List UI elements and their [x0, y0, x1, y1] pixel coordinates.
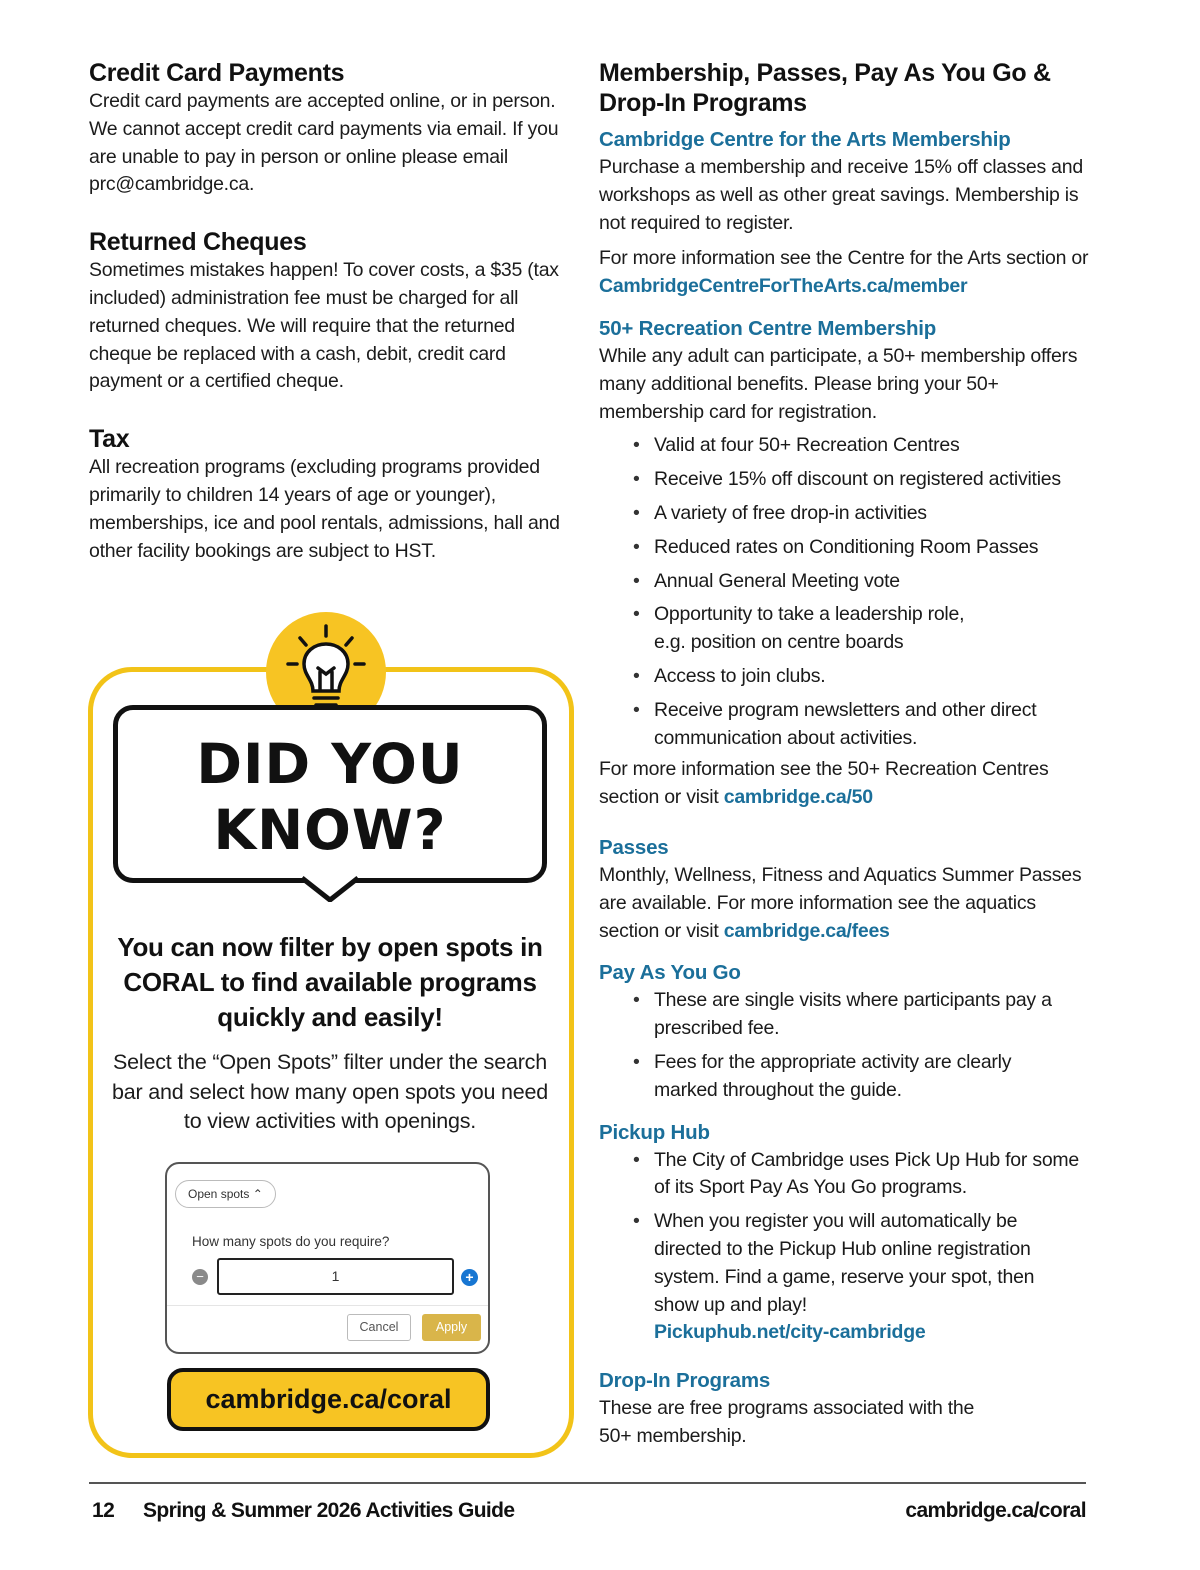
credit-card-heading: Credit Card Payments — [89, 59, 345, 87]
fifty-plus-benefits-list — [633, 432, 1093, 752]
arts-membership-heading: Cambridge Centre for the Arts Membership — [599, 128, 1011, 151]
list-item — [633, 1208, 1043, 1347]
passes-text-body: Monthly, Wellness, Fitness and Aquatics Summer Passes are available. For more information see the aquatics section or visit — [599, 863, 1082, 942]
arts-more-info — [599, 245, 1093, 301]
open-spots-chip[interactable] — [175, 1180, 276, 1208]
drop-in-text: These are free programs associated with the 50+ membership. — [599, 1397, 975, 1447]
drop-in-heading: Drop-In Programs — [599, 1369, 771, 1393]
speech-bubble-tail — [300, 872, 360, 902]
credit-card-text: Credit card payments are accepted online, or in person. We cannot accept credit card payments via email. If you are unable to pay in person or online please email prc@cambridge.ca. — [89, 90, 559, 196]
divider — [167, 1305, 488, 1306]
list-item: • Annual General Meeting vote — [633, 568, 1093, 596]
fifty-plus-heading: 50+ Recreation Centre Membership — [599, 316, 937, 340]
did-you-know-line2: KNOW? — [213, 798, 447, 862]
tax-heading: Tax — [89, 425, 130, 454]
apply-button[interactable]: Apply — [422, 1314, 481, 1341]
passes-fees-link[interactable]: cambridge.ca/fees — [723, 919, 890, 942]
list-item: • Opportunity to take a leadership role, e.g. position on centre boards — [633, 601, 993, 657]
tax-text: All recreation programs (excluding programs provided primarily to children 14 years of age or younger), memberships, ice and pool rentals, admissions, hall and other facility bookings are subject to HST. — [89, 456, 560, 562]
footer-rule — [89, 1482, 1086, 1484]
did-you-know-title — [113, 731, 547, 863]
list-item: • Access to join clubs. — [633, 663, 1093, 691]
page-number: 12 — [92, 1499, 115, 1522]
decrement-button[interactable]: − — [192, 1269, 208, 1285]
open-spots-chip-label: Open spots — [188, 1187, 250, 1201]
right-column — [599, 58, 1093, 1451]
pickup-hub-list — [633, 1147, 1093, 1348]
arts-membership-text: Purchase a membership and receive 15% off classes and workshops as well as other great savings. Membership is not required to register. — [599, 156, 1083, 234]
list-item: • Fees for the appropriate activity are clearly marked throughout the guide. — [633, 1049, 1053, 1105]
list-item: • These are single visits where participants pay a prescribed fee. — [633, 987, 1053, 1043]
list-item: • Receive program newsletters and other direct communication about activities. — [633, 697, 1053, 753]
passes-heading: Passes — [599, 835, 669, 859]
chevron-up-icon: ⌃ — [252, 1187, 263, 1201]
fifty-plus-more-info-text: For more information see the 50+ Recreation Centres section or visit — [599, 758, 1049, 809]
pickup-hub-heading: Pickup Hub — [599, 1120, 710, 1144]
cancel-button[interactable]: Cancel — [347, 1314, 411, 1341]
membership-heading-line2: Drop-In Programs — [599, 89, 807, 117]
fifty-plus-text: While any adult can participate, a 50+ membership offers many additional benefits. Please bring your 50+ membership card for registration. — [599, 344, 1078, 423]
guide-title: Spring & Summer 2026 Activities Guide — [143, 1499, 515, 1522]
list-item: • The City of Cambridge uses Pick Up Hub for some of its Sport Pay As You Go programs. — [633, 1147, 1093, 1203]
pickup-hub-item-text: When you register you will automatically be directed to the Pickup Hub online registration system. Find a game, reserve your spot, then show up and play! — [654, 1210, 1035, 1316]
spots-question: How many spots do you require? — [192, 1234, 390, 1249]
coral-link-button[interactable]: cambridge.ca/coral — [167, 1368, 490, 1431]
list-item: • Receive 15% off discount on registered activities — [633, 466, 1093, 494]
fifty-plus-link[interactable]: cambridge.ca/50 — [723, 786, 873, 809]
did-you-know-line1: DID YOU — [196, 732, 464, 796]
list-item: • Reduced rates on Conditioning Room Passes — [633, 534, 1093, 562]
open-spots-screenshot — [165, 1162, 490, 1354]
pickup-hub-link[interactable]: Pickuphub.net/city-cambridge — [654, 1321, 926, 1344]
callout-headline: You can now filter by open spots in CORAL to find available programs quickly and easily! — [117, 932, 543, 1032]
list-item: • Valid at four 50+ Recreation Centres — [633, 432, 1093, 460]
arts-more-info-text: For more information see the Centre for the Arts section or — [599, 247, 1089, 270]
callout-body: Select the “Open Spots” filter under the search bar and select how many open spots you need to view activities with openings. — [111, 1050, 549, 1133]
membership-heading — [599, 58, 1093, 118]
passes-text — [599, 862, 1093, 945]
spots-input[interactable]: 1 — [217, 1258, 454, 1295]
returned-cheques-text: Sometimes mistakes happen! To cover costs, a $35 (tax included) administration fee must be charged for all returned cheques. We will require that the returned cheque be replaced with a cash, debit, credit card payment or a certified cheque. — [89, 259, 559, 393]
footer-url[interactable]: cambridge.ca/coral — [905, 1499, 1086, 1522]
left-column — [89, 58, 573, 565]
pay-as-you-go-heading: Pay As You Go — [599, 961, 741, 985]
returned-cheques-heading: Returned Cheques — [89, 228, 307, 257]
pay-as-you-go-list — [633, 987, 1093, 1104]
list-item: • A variety of free drop-in activities — [633, 500, 1093, 528]
membership-heading-line1: Membership, Passes, Pay As You Go & — [599, 59, 1051, 87]
increment-button[interactable]: + — [461, 1269, 478, 1286]
arts-member-link[interactable]: CambridgeCentreForTheArts.ca/member — [599, 275, 968, 298]
fifty-plus-more-info — [599, 756, 1093, 812]
